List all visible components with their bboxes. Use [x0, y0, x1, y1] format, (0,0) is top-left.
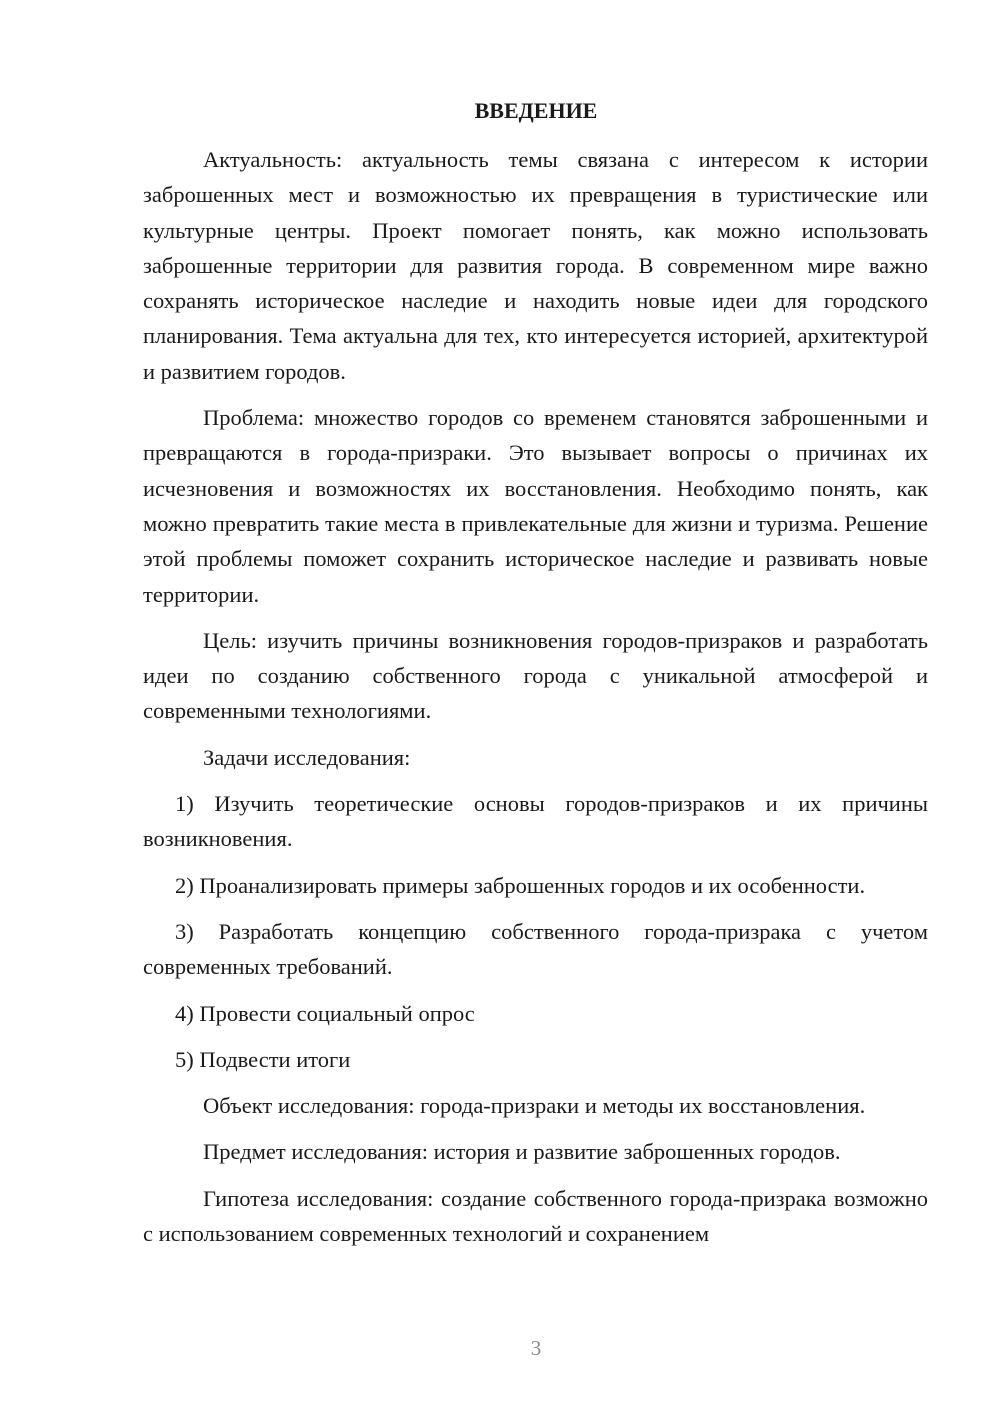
- goal-paragraph: Цель: изучить причины возникновения городов-призраков и разработать идеи по созданию собственного города с уникальной атмосферой и современными технологиями.: [143, 627, 928, 724]
- relevance-paragraph: Актуальность: актуальность темы связана с интересом к истории заброшенных мест и возможностью их превращения в туристические или культурные центры. Проект помогает понять, как можно использовать заброшенные территории для развития города. В современном мире важно сохранять историческое наследие и находить новые идеи для городского планирования. Тема актуальна для тех, кто интересуется историей, архитектурой и развитием городов.: [143, 147, 928, 384]
- task-item-5: 5) Подвести итоги: [175, 1046, 351, 1072]
- subject-paragraph: Предмет исследования: история и развитие заброшенных городов.: [203, 1139, 841, 1165]
- task-item-2: 2) Проанализировать примеры заброшенных городов и их особенности.: [175, 872, 866, 898]
- problem-paragraph: Проблема: множество городов со временем становятся заброшенными и превращаются в города-призраки. Это вызывает вопросы о причинах их исчезновения и возможностях их восстановления. Необходимо понять, как можно превратить такие места в привлекательные для жизни и туризма. Решение этой проблемы поможет сохранить историческое наследие и развивать новые территории.: [143, 405, 928, 607]
- task-item-1: 1) Изучить теоретические основы городов-призраков и их причины возникновения.: [143, 791, 928, 852]
- task-item-4: 4) Провести социальный опрос: [175, 1000, 475, 1026]
- object-paragraph: Объект исследования: города-призраки и методы их восстановления.: [203, 1093, 866, 1119]
- hypothesis-paragraph: Гипотеза исследования: создание собственного города-призрака возможно с использованием современных технологий и сохранением: [143, 1185, 928, 1247]
- document-body: [143, 142, 928, 1262]
- task-item-3: 3) Разработать концепцию собственного города-призрака с учетом современных требований.: [143, 918, 928, 980]
- page-title: ВВЕДЕНИЕ: [474, 98, 598, 123]
- tasks-heading: Задачи исследования:: [203, 744, 411, 770]
- page-number: 3: [530, 1336, 542, 1360]
